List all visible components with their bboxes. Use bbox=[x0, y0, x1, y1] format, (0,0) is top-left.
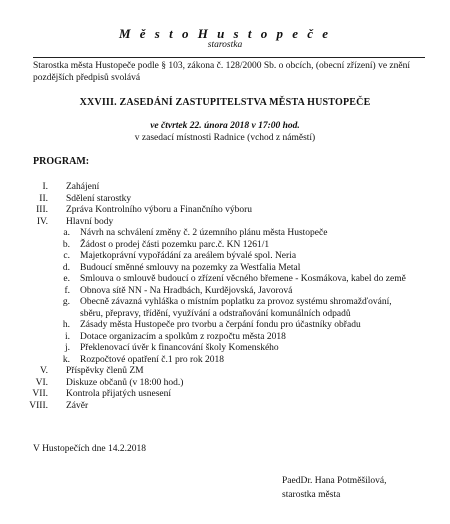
agenda-item-number: II. bbox=[39, 193, 48, 204]
agenda-item-number: j. bbox=[64, 343, 70, 353]
agenda-item-text: Zpráva Kontrolního výboru a Finančního výboru bbox=[66, 205, 253, 215]
agenda-item-number: e. bbox=[63, 274, 70, 284]
meeting-location: v zasedací místnosti Radnice (vchod z náměstí) bbox=[134, 133, 316, 143]
document-subtitle: starostka bbox=[207, 40, 243, 50]
agenda-item-number: g. bbox=[62, 297, 70, 307]
agenda-item-number: VII. bbox=[32, 389, 48, 399]
program-title: PROGRAM: bbox=[33, 156, 90, 167]
agenda-item-number: IV. bbox=[36, 216, 48, 227]
agenda-item-text: Sdělení starostky bbox=[66, 193, 132, 204]
agenda-item-text: Budoucí směnné smlouvy na pozemky za Westfalia Metal bbox=[80, 262, 301, 273]
agenda-item-text: Závěr bbox=[66, 400, 89, 411]
agenda-item-text: Žádost o prodej části pozemku parc.č. KN 1261/1 bbox=[80, 239, 270, 250]
signatory-name: PaedDr. Hana Potměšilová, bbox=[282, 476, 387, 486]
header-divider bbox=[33, 57, 425, 58]
agenda-item-text: sběru, přepravy, třídění, využívání a odstraňování komunálních odpadů bbox=[80, 308, 351, 319]
agenda-item-text: Hlavní body bbox=[66, 216, 114, 227]
agenda-item-text: Návrh na schválení změny č. 2 územního plánu města Hustopeče bbox=[80, 228, 328, 238]
agenda-item-text: Zahájení bbox=[66, 182, 100, 192]
agenda-item-number: V. bbox=[39, 366, 48, 376]
agenda-item-text: Rozpočtové opatření č.1 pro rok 2018 bbox=[80, 354, 225, 365]
agenda-item-number: i. bbox=[64, 331, 70, 342]
agenda-item-number: VI. bbox=[35, 377, 48, 388]
agenda-item-text: Překlenovací úvěr k financování školy Komenského bbox=[80, 343, 279, 353]
agenda-item-number: k. bbox=[62, 354, 70, 365]
agenda-item-number: d. bbox=[62, 262, 70, 273]
signatory-role: starostka města bbox=[282, 490, 341, 500]
document-title: M ě s t o H u s t o p e č e bbox=[118, 26, 332, 41]
intro-paragraph: Starostka města Hustopeče podle § 103, zákona č. 128/2000 Sb. o obcích, (obecní zřízení) ve znění pozdějších předpisů svolává bbox=[33, 61, 410, 83]
agenda-item-number: h. bbox=[62, 320, 70, 330]
agenda-item-text: Obnova sítě NN - Na Hradbách, Kurdějovská, Javorová bbox=[80, 285, 293, 296]
agenda-item-number: c. bbox=[63, 251, 70, 261]
agenda-item-number: a. bbox=[63, 228, 70, 238]
agenda-item-number: b. bbox=[62, 239, 70, 250]
agenda-item-number: III. bbox=[36, 205, 48, 215]
agenda-item-number: I. bbox=[42, 182, 48, 192]
agenda-item-text: Příspěvky členů ZM bbox=[66, 366, 144, 376]
agenda-item-text: Dotace organizacím a spolkům z rozpočtu města 2018 bbox=[80, 331, 286, 342]
agenda-item-number: VIII. bbox=[29, 400, 48, 411]
agenda-item-text: Majetkoprávní vypořádání za areálem bývalé spol. Neria bbox=[80, 251, 297, 261]
agenda-item-number: f. bbox=[64, 285, 70, 296]
agenda-item-text: Kontrola přijatých usnesení bbox=[66, 389, 172, 399]
meeting-datetime: ve čtvrtek 22. února 2018 v 17:00 hod. bbox=[150, 121, 300, 131]
agenda-item-text: Diskuze občanů (v 18:00 hod.) bbox=[66, 377, 184, 388]
place-and-date: V Hustopečích dne 14.2.2018 bbox=[33, 444, 147, 454]
agenda-item-text: Zásady města Hustopeče pro tvorbu a čerpání fondu pro účastníky obřadu bbox=[80, 320, 361, 330]
meeting-heading: XXVIII. ZASEDÁNÍ ZASTUPITELSTVA MĚSTA HUSTOPEČE bbox=[79, 97, 371, 108]
agenda-item-text: Obecně závazná vyhláška o místním poplatku za provoz systému shromažďování, bbox=[80, 297, 392, 307]
agenda-item-text: Smlouva o smlouvě budoucí o zřízení věcného břemene - Kosmákova, kabel do země bbox=[80, 274, 406, 284]
